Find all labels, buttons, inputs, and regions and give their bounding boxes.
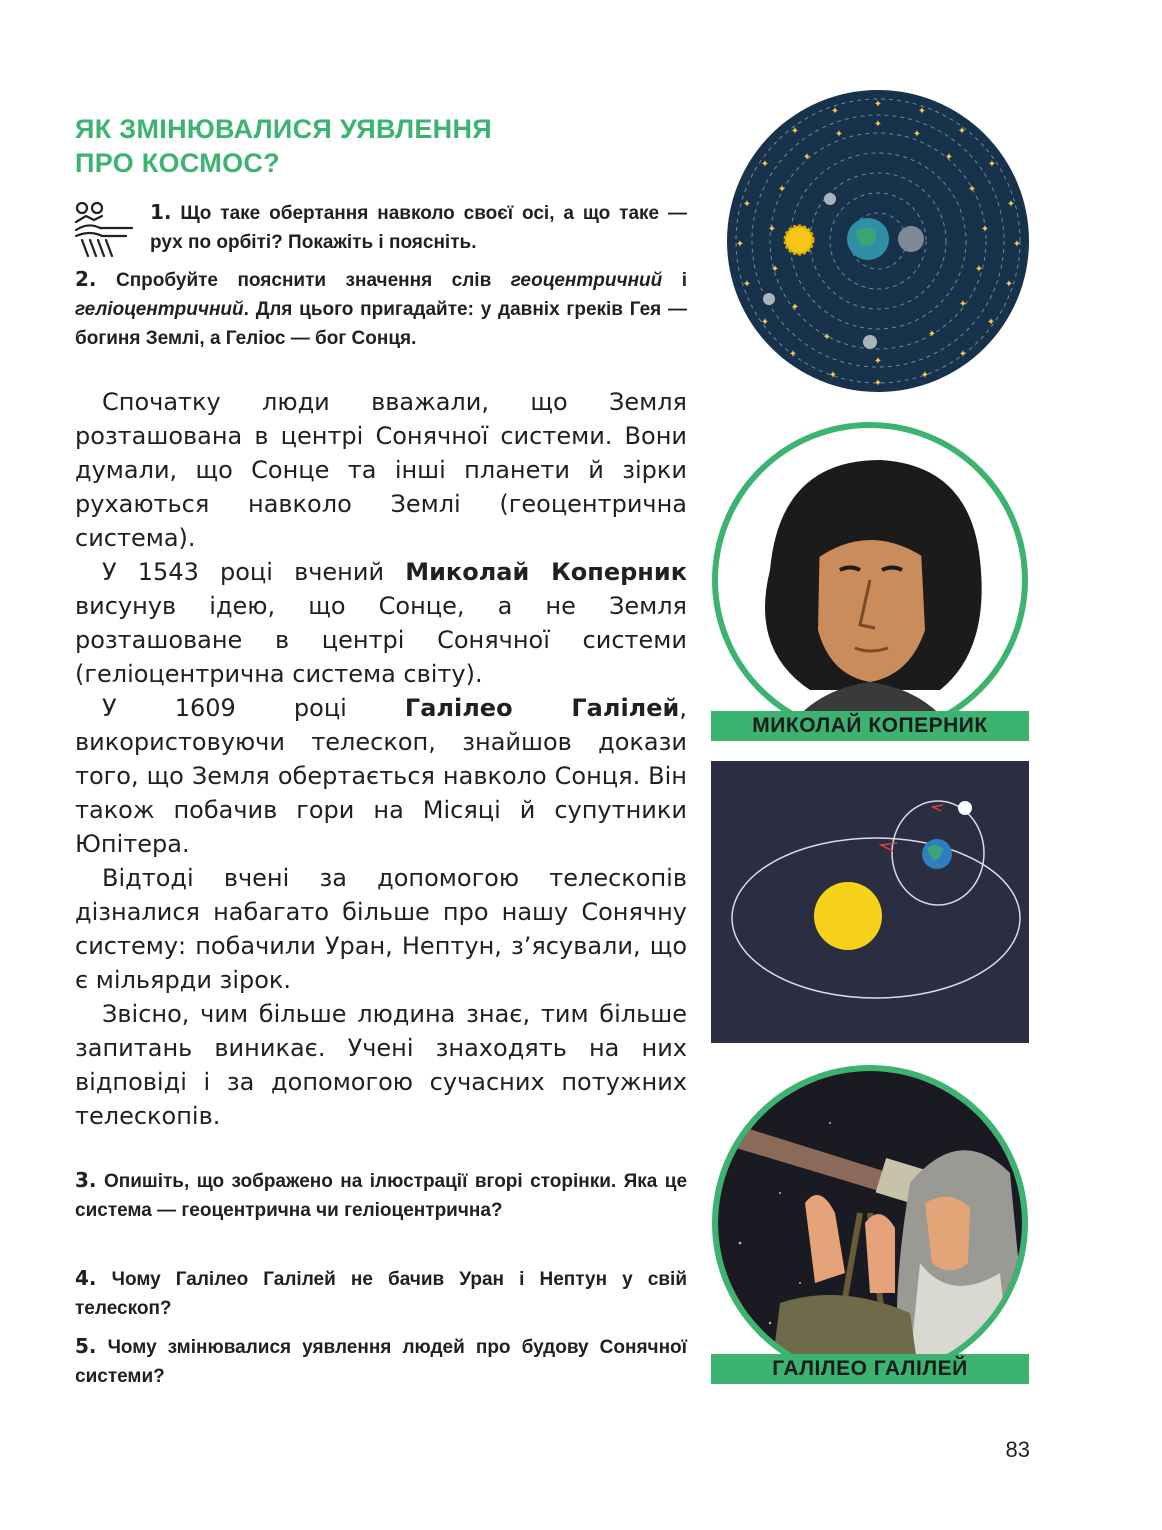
term-geocentric: геоцентричний: [510, 270, 663, 291]
svg-text:✦: ✦: [986, 317, 996, 328]
svg-text:✦: ✦: [822, 332, 832, 343]
geocentric-system-illustration: [727, 82, 1029, 400]
svg-text:✦: ✦: [770, 264, 780, 275]
svg-text:✦: ✦: [873, 356, 883, 367]
paragraph-1: Спочатку люди вважали, що Земля розташована в центрі Сонячної системи. Вони думали, що Сонце та інші планети й зірки рухаються навколо Землі (геоцентрична система).: [75, 388, 687, 552]
orbits-illustration: [711, 761, 1029, 1043]
svg-text:✦: ✦: [834, 129, 844, 140]
galileo-portrait: [710, 1063, 1030, 1383]
svg-text:✦: ✦: [917, 106, 927, 117]
svg-text:✦: ✦: [767, 224, 777, 235]
svg-text:✦: ✦: [777, 184, 787, 195]
caption-copernicus: МИКОЛАЙ КОПЕРНИК: [711, 711, 1029, 741]
svg-text:✦: ✦: [742, 279, 752, 290]
svg-text:✦: ✦: [760, 159, 770, 170]
paragraph-2-b: висунув ідею, що Сонце, а не Земля розташоване в центрі Сонячної системи (геліоцентрична система світу).: [75, 592, 687, 688]
paragraph-3: [75, 691, 687, 861]
svg-text:✦: ✦: [790, 126, 800, 137]
question-3-number: 3.: [75, 1168, 97, 1192]
question-5-number: 5.: [75, 1334, 97, 1358]
question-2-text-b: і: [662, 270, 688, 291]
svg-text:✦: ✦: [873, 99, 883, 110]
question-4-number: 4.: [75, 1266, 97, 1290]
svg-text:✦: ✦: [788, 349, 798, 360]
svg-text:✦: ✦: [828, 370, 838, 381]
paragraph-3-a: У 1609 році: [102, 694, 405, 722]
svg-text:✦: ✦: [957, 126, 967, 137]
svg-text:✦: ✦: [802, 152, 812, 163]
svg-text:✦: ✦: [987, 159, 997, 170]
svg-text:✦: ✦: [830, 106, 840, 117]
svg-text:✦: ✦: [1006, 199, 1016, 210]
svg-text:✦: ✦: [958, 349, 968, 360]
question-2-text-c: . Для цього пригадайте: у давніх греків Гея — богиня Землі, а Геліос — бог Сонця.: [75, 299, 687, 349]
question-3-text: Опишіть, що зображено на ілюстрації вгорі сторінки. Яка це система — геоцентрична чи геліоцентрична?: [75, 1171, 688, 1221]
pair-work-icon: [72, 200, 138, 260]
svg-text:✦: ✦: [735, 239, 745, 250]
svg-text:✦: ✦: [974, 264, 984, 275]
svg-text:✦: ✦: [967, 184, 977, 195]
svg-text:✦: ✦: [980, 224, 990, 235]
svg-text:✦: ✦: [920, 370, 930, 381]
svg-text:✦: ✦: [1012, 239, 1022, 250]
section-heading: [75, 112, 635, 180]
svg-text:✦: ✦: [927, 329, 937, 340]
question-3: [75, 1166, 687, 1225]
heading-line-2: ПРО КОСМОС?: [75, 148, 280, 178]
question-4-text: Чому Галілео Галілей не бачив Уран і Нептун у свій телескоп?: [75, 1269, 688, 1319]
paragraph-4: Відтоді вчені за допомогою телескопів дізналися набагато більше про нашу Сонячну систему: побачили Уран, Нептун, з’ясували, що є мільярди зірок.: [75, 864, 687, 994]
svg-text:✦: ✦: [873, 119, 883, 130]
caption-galileo: ГАЛІЛЕО ГАЛІЛЕЙ: [711, 1354, 1029, 1384]
question-5-text: Чому змінювалися уявлення людей про будову Сонячної системи?: [75, 1337, 687, 1387]
heading-line-1: ЯК ЗМІНЮВАЛИСЯ УЯВЛЕННЯ: [75, 114, 492, 144]
svg-text:✦: ✦: [958, 299, 968, 310]
question-2: [75, 265, 687, 353]
name-galileo: Галілео Галілей: [404, 694, 680, 722]
paragraph-2: [75, 555, 687, 691]
name-copernicus: Миколай Коперник: [405, 558, 687, 586]
term-heliocentric: геліоцентричний: [75, 299, 244, 320]
paragraph-2-a: У 1543 році вчений: [102, 558, 406, 586]
paragraph-3-b: , використовуючи телескоп, знайшов докази того, що Земля обертається навколо Сонця. Він також побачив гори на Місяці й супутники Юпітера.: [75, 694, 687, 858]
svg-text:✦: ✦: [742, 199, 752, 210]
copernicus-portrait: [710, 420, 1030, 740]
svg-text:✦: ✦: [790, 302, 800, 313]
question-5: [75, 1332, 687, 1391]
svg-text:✦: ✦: [944, 152, 954, 163]
question-2-text-a: Спробуйте пояснити значення слів: [115, 270, 511, 291]
question-4: [75, 1264, 687, 1323]
question-1-number: 1.: [150, 200, 172, 224]
svg-text:✦: ✦: [760, 317, 770, 328]
question-1-text: Що таке обертання навколо своєї осі, а що таке — рух по орбіті? Покажіть і поясніть.: [150, 203, 687, 253]
svg-text:✦: ✦: [873, 378, 883, 389]
page-number: 83: [1005, 1437, 1030, 1462]
main-text: [75, 385, 687, 1133]
question-2-number: 2.: [75, 267, 97, 291]
paragraph-5: Звісно, чим більше людина знає, тим більше запитань виникає. Учені знаходять на них відповіді і за допомогою сучасних потужних телескопів.: [75, 1000, 687, 1130]
svg-text:✦: ✦: [1004, 279, 1014, 290]
question-1: [150, 198, 687, 257]
svg-text:✦: ✦: [912, 129, 922, 140]
